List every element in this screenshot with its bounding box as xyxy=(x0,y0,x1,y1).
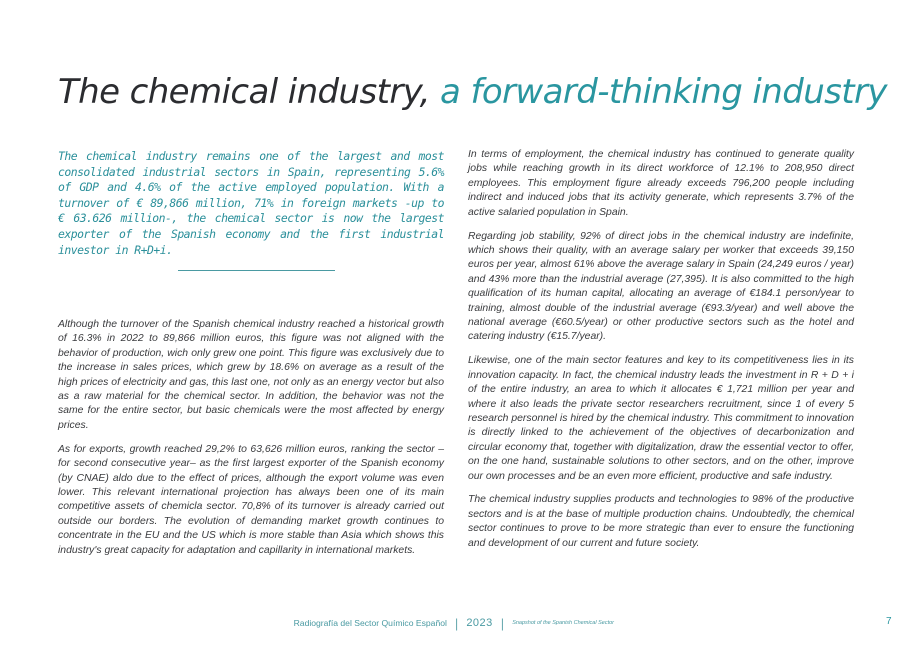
footer-publication: Radiografía del Sector Químico Español xyxy=(293,618,447,628)
body-paragraph: Regarding job stability, 92% of direct jobs in the chemical industry are indefinite, which shows their quality, with an average salary per worker that exceeds 39,150 euros per year, almost 61% above the average salary in Spain (24,249 euros / year) and 43% more than the industrial average (27,395). It is also committed to the high qualification of its human capital, allocating an average of €184.1 person/year to training, almost double of the industrial average (€93.3/year) and well above the national average (€60.5/year) or other productive sectors such as the hotel and catering industry (€15.7/year). xyxy=(468,230,854,343)
footer-year: 2023 xyxy=(466,617,493,629)
footer-separator: | xyxy=(454,615,459,631)
body-paragraph: In terms of employment, the chemical industry has continued to generate quality jobs while reaching growth in its direct workforce of 12.1% to 208,950 direct employees. This employment figure already exceeds 796,200 people including indirect and induced jobs that its activity generate, which represents 3.7% of the active salaried population in Spain. xyxy=(468,149,854,218)
right-column xyxy=(468,148,854,561)
page-number: 7 xyxy=(886,616,892,627)
page-title-part1: The chemical industry, xyxy=(58,72,430,112)
page-title-part2: a forward-thinking industry xyxy=(440,72,887,112)
body-paragraph: As for exports, growth reached 29,2% to 63,626 million euros, ranking the sector –for second consecutive year– as the first largest exporter of the Spanish economy (by CNAE) aldo due to the effect of prices, although the export volume was even lower. This relevant international projection has always been one of its main competitive assets of chemicla sector. 70,8% of its turnover is already carried out outside our borders. The evolution of demanding market growth continues to concentrate in the EU and the US which is more stable than Asia which shows this industry's great capacity for adaptation and capillarity in international markets. xyxy=(58,443,444,556)
lead-paragraph: The chemical industry remains one of the largest and most consolidated industrial sectors in Spain, representing 5.6% of GDP and 4.6% of the active employed population. With a turnover of € 89,866 million, 71% in foreign markets -up to € 63.626 million-, the chemical sector is now the largest exporter of the Spanish economy and the first industrial investor in R+D+i. xyxy=(58,149,444,257)
footer-subtitle: Snapshot of the Spanish Chemical Sector xyxy=(512,620,614,626)
body-paragraph: Likewise, one of the main sector features and key to its competitiveness lies in its innovation capacity. In fact, the chemical industry leads the investment in R + D + i of the entire industry, an area to which it allocates € 1,721 million per year and where it also leads the private sector researchers recruitment, since 1 of every 5 research personnel is hired by the chemical industry. This commitment to innovation is directly linked to the achievement of the objectives of decarbonization and circular economy that, together with digitalization, draw the essential vector to offer, on the one hand, sustainable solutions to other sectors, and on the other, improve our own processes and be an even more efficient, productive and safe industry. xyxy=(468,355,854,482)
page-footer xyxy=(294,614,614,632)
footer-separator: | xyxy=(500,615,505,631)
left-column xyxy=(58,318,444,568)
page-title xyxy=(58,70,887,114)
section-divider xyxy=(178,270,335,271)
body-paragraph: The chemical industry supplies products and technologies to 98% of the productive sectors and is at the base of multiple production chains. Undoubtedly, the chemical sector continues to prove to be more strategic than ever to ensure the functioning and development of our current and future society. xyxy=(468,494,854,549)
body-paragraph: Although the turnover of the Spanish chemical industry reached a historical growth of 16.3% in 2022 to 89,866 million euros, this figure was not aligned with the behavior of production, wich only grew one point. This figure was exclusively due to the increase in sales prices, which grew by 18.6% on average as a result of the high prices of electricity and gas, this last one, not only as an energy vector but also as a raw material for the chemical sector. In addition, the behavior was not the same for the entire sector, but basic chemicals were the most affected by energy prices. xyxy=(58,319,444,431)
